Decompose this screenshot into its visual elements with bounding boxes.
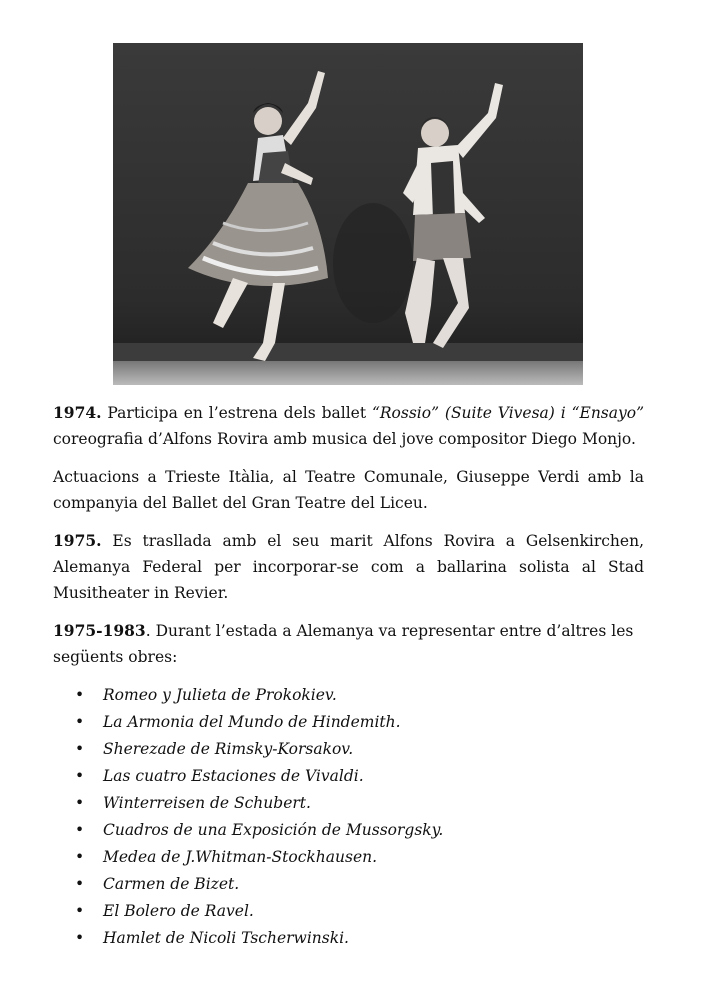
work-title: Medea de J.Whitman-Stockhausen. <box>103 848 378 866</box>
paragraph-1975-1983 <box>53 618 644 670</box>
bullet-icon: • <box>75 794 85 812</box>
paragraph-1974 <box>53 400 644 452</box>
bullet-icon: • <box>75 821 85 839</box>
document-body <box>53 400 644 952</box>
list-item <box>53 817 644 844</box>
list-item <box>53 871 644 898</box>
paragraph-text: Participa en l’estrena dels ballet <box>101 404 372 422</box>
paragraph-text: . Durant l’estada a Alemanya va representar entre d’altres les següents obres: <box>53 622 634 666</box>
list-item <box>53 736 644 763</box>
year-label: 1975. <box>53 531 102 550</box>
list-item <box>53 790 644 817</box>
list-item <box>53 925 644 952</box>
bullet-icon: • <box>75 686 85 704</box>
ballet-titles: “Rossio” (Suite Vivesa) i “Ensayo” <box>371 404 645 422</box>
paragraph-text: Es traslladа amb el seu marit Alfons Rovira a Gelsenkirchen, Alemanya Federal per incorporar-se com a ballarina solista al Stad Musitheater in Revier. <box>53 532 644 602</box>
work-title: Cuadros de una Exposición de Mussorgsky. <box>103 821 444 839</box>
paragraph-1975 <box>53 528 644 606</box>
list-item <box>53 682 644 709</box>
year-label: 1974. <box>53 403 102 422</box>
work-title: Hamlet de Nicoli Tscherwinski. <box>103 929 349 947</box>
work-title: Romeo y Julieta de Prokokiev. <box>103 686 337 704</box>
list-item <box>53 763 644 790</box>
year-label: 1975-1983 <box>53 621 146 640</box>
work-title: Carmen de Bizet. <box>103 875 240 893</box>
work-title: Sherezade de Rimsky-Korsakov. <box>103 740 354 758</box>
works-list <box>53 682 644 952</box>
bullet-icon: • <box>75 713 85 731</box>
ballet-photo <box>113 43 583 385</box>
work-title: La Armonia del Mundo de Hindemith. <box>103 713 401 731</box>
paragraph-trieste <box>53 464 644 516</box>
list-item <box>53 898 644 925</box>
bullet-icon: • <box>75 740 85 758</box>
bullet-icon: • <box>75 875 85 893</box>
work-title: El Bolero de Ravel. <box>103 902 254 920</box>
work-title: Las cuatro Estaciones de Vivaldi. <box>103 767 364 785</box>
list-item <box>53 709 644 736</box>
bullet-icon: • <box>75 767 85 785</box>
paragraph-text: coreografia d’Alfons Rovira amb musica del jove compositor Diego Monjo. <box>53 430 636 448</box>
paragraph-text: Actuacions a Trieste Itàlia, al Teatre Comunale, Giuseppe Verdi amb la companyia del Ballet del Gran Teatre del Liceu. <box>53 468 644 512</box>
bullet-icon: • <box>75 929 85 947</box>
ballet-dancers-photo-icon <box>113 43 583 385</box>
bullet-icon: • <box>75 902 85 920</box>
list-item <box>53 844 644 871</box>
work-title: Winterreisen de Schubert. <box>103 794 311 812</box>
bullet-icon: • <box>75 848 85 866</box>
